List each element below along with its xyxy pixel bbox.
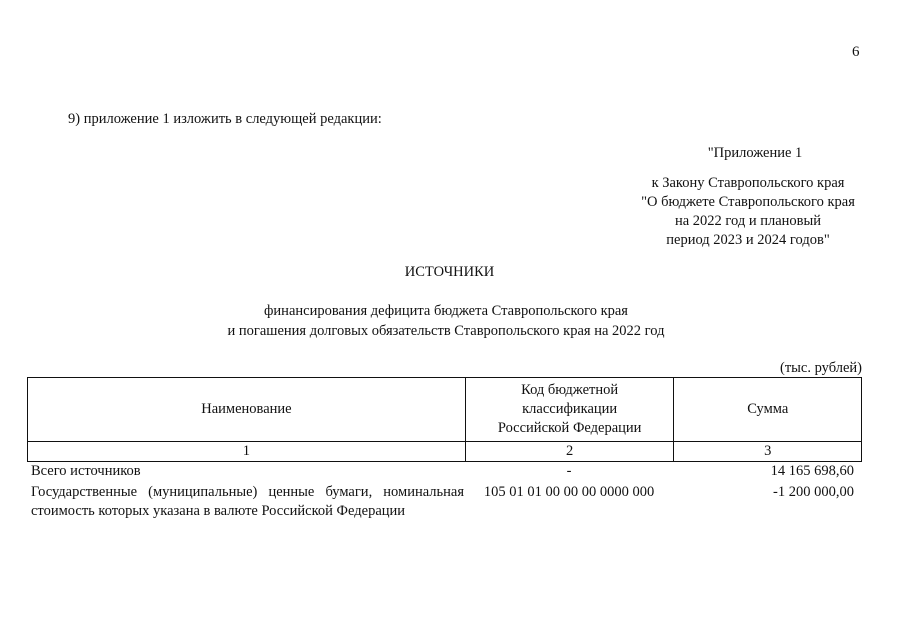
header-code-line: Код бюджетной <box>521 382 619 398</box>
document-subtitle-line: и погашения долговых обязательств Ставропольского края на 2022 год <box>227 322 665 339</box>
table-row-sum: 14 165 698,60 <box>770 463 854 479</box>
row-name-line: Государственные (муниципальные) ценные бумаги, номинальная <box>31 484 464 500</box>
column-number: 2 <box>465 442 674 462</box>
page-number: 6 <box>852 44 860 60</box>
appendix-reference <box>628 174 868 250</box>
header-code-line: классификации <box>522 401 618 417</box>
appendix-reference-line: на 2022 год и плановый <box>674 213 822 229</box>
column-number: 1 <box>28 442 466 462</box>
table-row-name <box>31 462 464 481</box>
table-row-code: - <box>566 463 572 479</box>
table-row-sum: -1 200 000,00 <box>773 484 854 500</box>
table-row-name <box>31 483 464 521</box>
header-sum: Сумма <box>674 378 862 442</box>
row-name-line: стоимость которых указана в валюте Российской Федерации <box>31 503 406 519</box>
amendment-intro: 9) приложение 1 изложить в следующей редакции: <box>68 111 382 127</box>
document-subtitle <box>120 302 772 341</box>
document-subtitle-line: финансирования дефицита бюджета Ставропольского края <box>264 303 628 319</box>
table-header-row <box>28 378 862 442</box>
header-name: Наименование <box>28 378 466 442</box>
column-numbers-row <box>28 442 862 462</box>
header-code-line: Российской Федерации <box>497 420 642 436</box>
table-header <box>27 377 862 462</box>
units-label: (тыс. рублей) <box>780 360 862 376</box>
table-row-code: 105 01 01 00 00 00 0000 000 <box>483 484 655 500</box>
column-number: 3 <box>674 442 862 462</box>
appendix-reference-line: период 2023 и 2024 годов" <box>666 232 830 248</box>
header-code <box>465 378 674 442</box>
row-name-line: Всего источников <box>31 463 141 479</box>
appendix-title: "Приложение 1 <box>707 145 803 161</box>
document-title: ИСТОЧНИКИ <box>404 264 495 280</box>
appendix-reference-line: "О бюджете Ставропольского края <box>641 194 855 210</box>
appendix-reference-line: к Закону Ставропольского края <box>651 175 845 191</box>
